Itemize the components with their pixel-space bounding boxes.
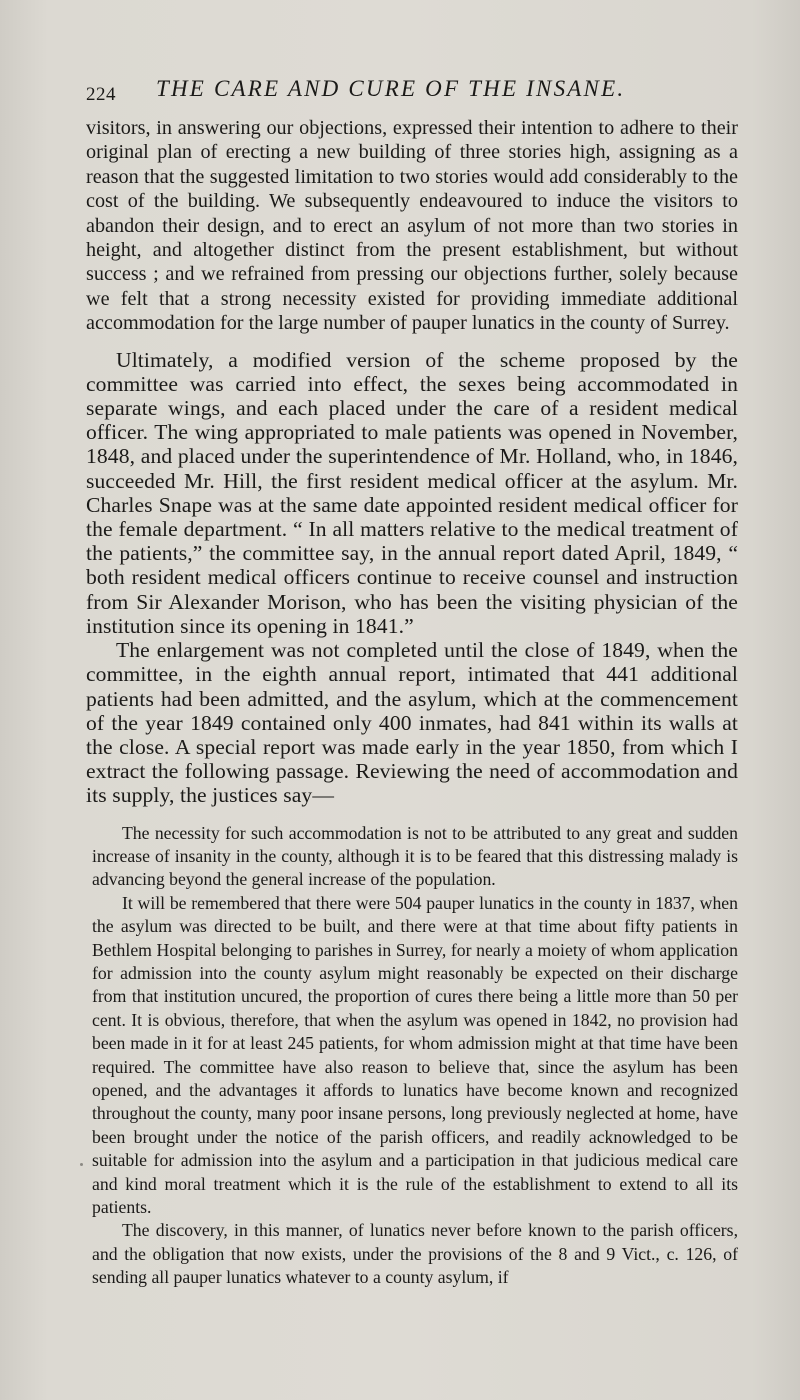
paragraph-ultimately: Ultimately, a modified version of the scheme proposed by the committee was carried into effect, the sexes being accommodated in separate wings, and each placed under the care of a resident medical officer. The wing appropriated to male patients was opened in November, 1848, and placed under the superintendence of Mr. Holland, who, in 1846, succeeded Mr. Hill, the first resident medical officer at the asylum. Mr. Charles Snape was at the same date appointed resident medical officer for the female department. “ In all matters relative to the medical treatment of the patients,” the committee say, in the annual report dated April, 1849, “ both resident medical officers continue to receive counsel and instruction from Sir Alexander Morison, who has been the visiting physician of the institution since its opening in 1841.” (86, 347, 738, 638)
quote-paragraph-remembered: It will be remembered that there were 504 pauper lunatics in the county in 1837, when the asylum was directed to be built, and there were at that time about fifty patients in Bethlem Hospital belonging to parishes in Surrey, for nearly a moiety of whom application for admission into the county asylum might reasonably be expected on their discharge from that institution uncured, the proportion of cures there being a little more than 50 per cent. It is obvious, therefore, that when the asylum was opened in 1842, no provision had been made in it for at least 245 patients, for whom admission might at that time have been required. The committee have also reason to believe that, since the asylum has been opened, and the advantages it affords to lunatics have become known and recognized throughout the county, many poor insane persons, long previously neglected at home, have been brought under the notice of the parish officers, and readily acknowledged to be suitable for admission into the asylum and a participation in that judicious medical care and kind moral treatment which it is the rule of the establishment to extend to all its patients. (92, 892, 738, 1218)
quote-paragraph-necessity: The necessity for such accommodation is not to be attributed to any great and sudden increase of insanity in the county, although it is to be feared that this distressing malady is advancing beyond the general increase of the population. (92, 822, 738, 890)
page-header (86, 74, 746, 108)
paper-speck (80, 1163, 83, 1166)
paragraph-continuation: visitors, in answering our objections, expressed their intention to adhere to their original plan of erecting a new building of three stories high, assigning as a reason that the suggested limitation to two stories would add considerably to the cost of the building. We subsequently endeavoured to induce the visitors to abandon their design, and to erect an asylum of not more than two stories in height, and altogether distinct from the present establishment, but without success ; and we refrained from pressing our objections further, solely because we felt that a strong necessity existed for providing immediate additional accommodation for the large number of pauper lunatics in the county of Surrey. (86, 117, 738, 335)
page-number: 224 (86, 84, 116, 105)
quote-paragraph-discovery: The discovery, in this manner, of lunatics never before known to the parish officers, and the obligation that now exists, under the provisions of the 8 and 9 Vict., c. 126, of sending all pauper lunatics whatever to a county asylum, if (92, 1220, 738, 1288)
paragraph-enlargement: The enlargement was not completed until the close of 1849, when the committee, in the eighth annual report, intimated that 441 additional patients had been admitted, and the asylum, which at the commencement of the year 1849 contained only 400 inmates, had 841 within its walls at the close. A special report was made early in the year 1850, from which I extract the following passage. Reviewing the need of accommodation and its supply, the justices say— (86, 638, 738, 808)
page-body (86, 116, 738, 1290)
running-title: THE CARE AND CURE OF THE INSANE. (156, 76, 626, 101)
